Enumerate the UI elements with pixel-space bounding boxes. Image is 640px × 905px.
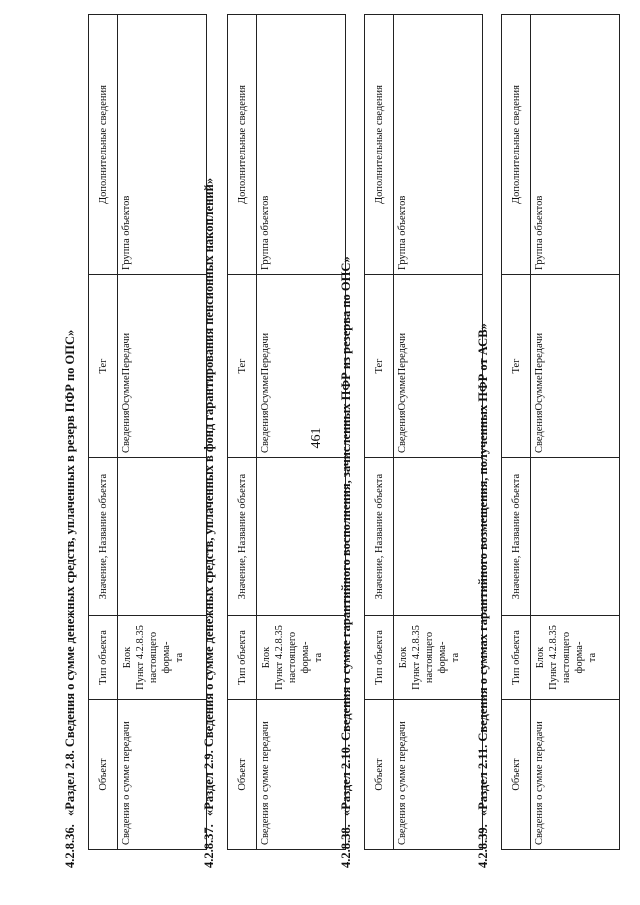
type-line: Блок: [535, 646, 546, 669]
section-heading: [471, 8, 495, 868]
type-line: настоящего форма-: [287, 631, 311, 684]
section-number: 4.2.8.39.: [476, 824, 490, 868]
column-header-object: Объект: [365, 700, 394, 850]
type-line: та: [587, 652, 598, 663]
type-line: та: [313, 652, 324, 663]
section-4-2-8-36: [58, 8, 207, 868]
column-header-extra: Дополнительные сведения: [228, 15, 257, 275]
column-header-tag: Тег: [228, 275, 257, 458]
cell-tag: СведенияОсуммеПередачи: [394, 275, 483, 458]
cell-object: Сведения о сумме передачи: [531, 700, 620, 850]
column-header-tag: Тег: [502, 275, 531, 458]
column-header-type: Тип объекта: [89, 616, 118, 700]
cell-value: [394, 458, 483, 616]
cell-tag: СведенияОсуммеПередачи: [531, 275, 620, 458]
column-header-value: Значение, Название объекта: [89, 458, 118, 616]
type-line: Пункт 4.2.8.35: [548, 625, 559, 690]
cell-object: Сведения о сумме передачи: [257, 700, 346, 850]
table-row: [118, 15, 207, 850]
cell-extra: Группа объектов: [118, 15, 207, 275]
section-title: «Раздел 2.9. Сведения о сумме денежных средств, уплаченных в фонд гарантирования пенсионных накоплений»: [202, 177, 216, 816]
type-line: Блок: [261, 646, 272, 669]
type-line: та: [174, 652, 185, 663]
table-row: [257, 15, 346, 850]
section-table: [227, 14, 346, 850]
column-header-extra: Дополнительные сведения: [365, 15, 394, 275]
column-header-extra: Дополнительные сведения: [502, 15, 531, 275]
column-header-object: Объект: [502, 700, 531, 850]
cell-type: [394, 616, 483, 700]
cell-type: [257, 616, 346, 700]
section-number: 4.2.8.36.: [63, 824, 77, 868]
type-line: Пункт 4.2.8.35: [135, 625, 146, 690]
type-line: Блок: [398, 646, 409, 669]
section-heading: [197, 8, 221, 868]
section-4-2-8-37: [197, 8, 346, 868]
column-header-tag: Тег: [365, 275, 394, 458]
column-header-type: Тип объекта: [228, 616, 257, 700]
cell-type: [531, 616, 620, 700]
column-header-value: Значение, Название объекта: [502, 458, 531, 616]
section-title: «Раздел 2.8. Сведения о сумме денежных средств, уплаченных в резерв ПФР по ОПС»: [63, 329, 77, 816]
table-header-row: [365, 15, 394, 850]
section-4-2-8-38: [334, 8, 483, 868]
column-header-type: Тип объекта: [365, 616, 394, 700]
cell-tag: СведенияОсуммеПередачи: [257, 275, 346, 458]
cell-extra: Группа объектов: [394, 15, 483, 275]
section-table: [364, 14, 483, 850]
cell-extra: Группа объектов: [531, 15, 620, 275]
section-title: «Раздел 2.10. Сведения о сумме гарантийного восполнения, зачисленных ПФР из резерва по ОПС»: [339, 256, 353, 816]
type-line: Пункт 4.2.8.35: [411, 625, 422, 690]
column-header-extra: Дополнительные сведения: [89, 15, 118, 275]
page-number-text: 461: [309, 427, 324, 449]
cell-type: [118, 616, 207, 700]
column-header-value: Значение, Название объекта: [228, 458, 257, 616]
cell-value: [531, 458, 620, 616]
type-line: Пункт 4.2.8.35: [274, 625, 285, 690]
table-row: [394, 15, 483, 850]
section-heading: [334, 8, 358, 868]
type-line: настоящего форма-: [561, 631, 585, 684]
column-header-object: Объект: [228, 700, 257, 850]
section-table: [88, 14, 207, 850]
cell-object: Сведения о сумме передачи: [394, 700, 483, 850]
cell-extra: Группа объектов: [257, 15, 346, 275]
table-row: [531, 15, 620, 850]
section-number: 4.2.8.37.: [202, 824, 216, 868]
table-header-row: [228, 15, 257, 850]
type-line: та: [450, 652, 461, 663]
table-header-row: [89, 15, 118, 850]
table-header-row: [502, 15, 531, 850]
section-number: 4.2.8.38.: [339, 824, 353, 868]
type-line: настоящего форма-: [424, 631, 448, 684]
section-heading: [58, 8, 82, 868]
cell-object: Сведения о сумме передачи: [118, 700, 207, 850]
column-header-tag: Тег: [89, 275, 118, 458]
type-line: настоящего форма-: [148, 631, 172, 684]
column-header-object: Объект: [89, 700, 118, 850]
section-table: [501, 14, 620, 850]
section-title: «Раздел 2.11. Сведения о суммах гарантийного возмещения, полученных ПФР от АСВ»: [476, 323, 490, 816]
section-4-2-8-39: [471, 8, 620, 868]
cell-value: [257, 458, 346, 616]
type-line: Блок: [122, 646, 133, 669]
column-header-type: Тип объекта: [502, 616, 531, 700]
cell-tag: СведенияОсуммеПередачи: [118, 275, 207, 458]
column-header-value: Значение, Название объекта: [365, 458, 394, 616]
cell-value: [118, 458, 207, 616]
